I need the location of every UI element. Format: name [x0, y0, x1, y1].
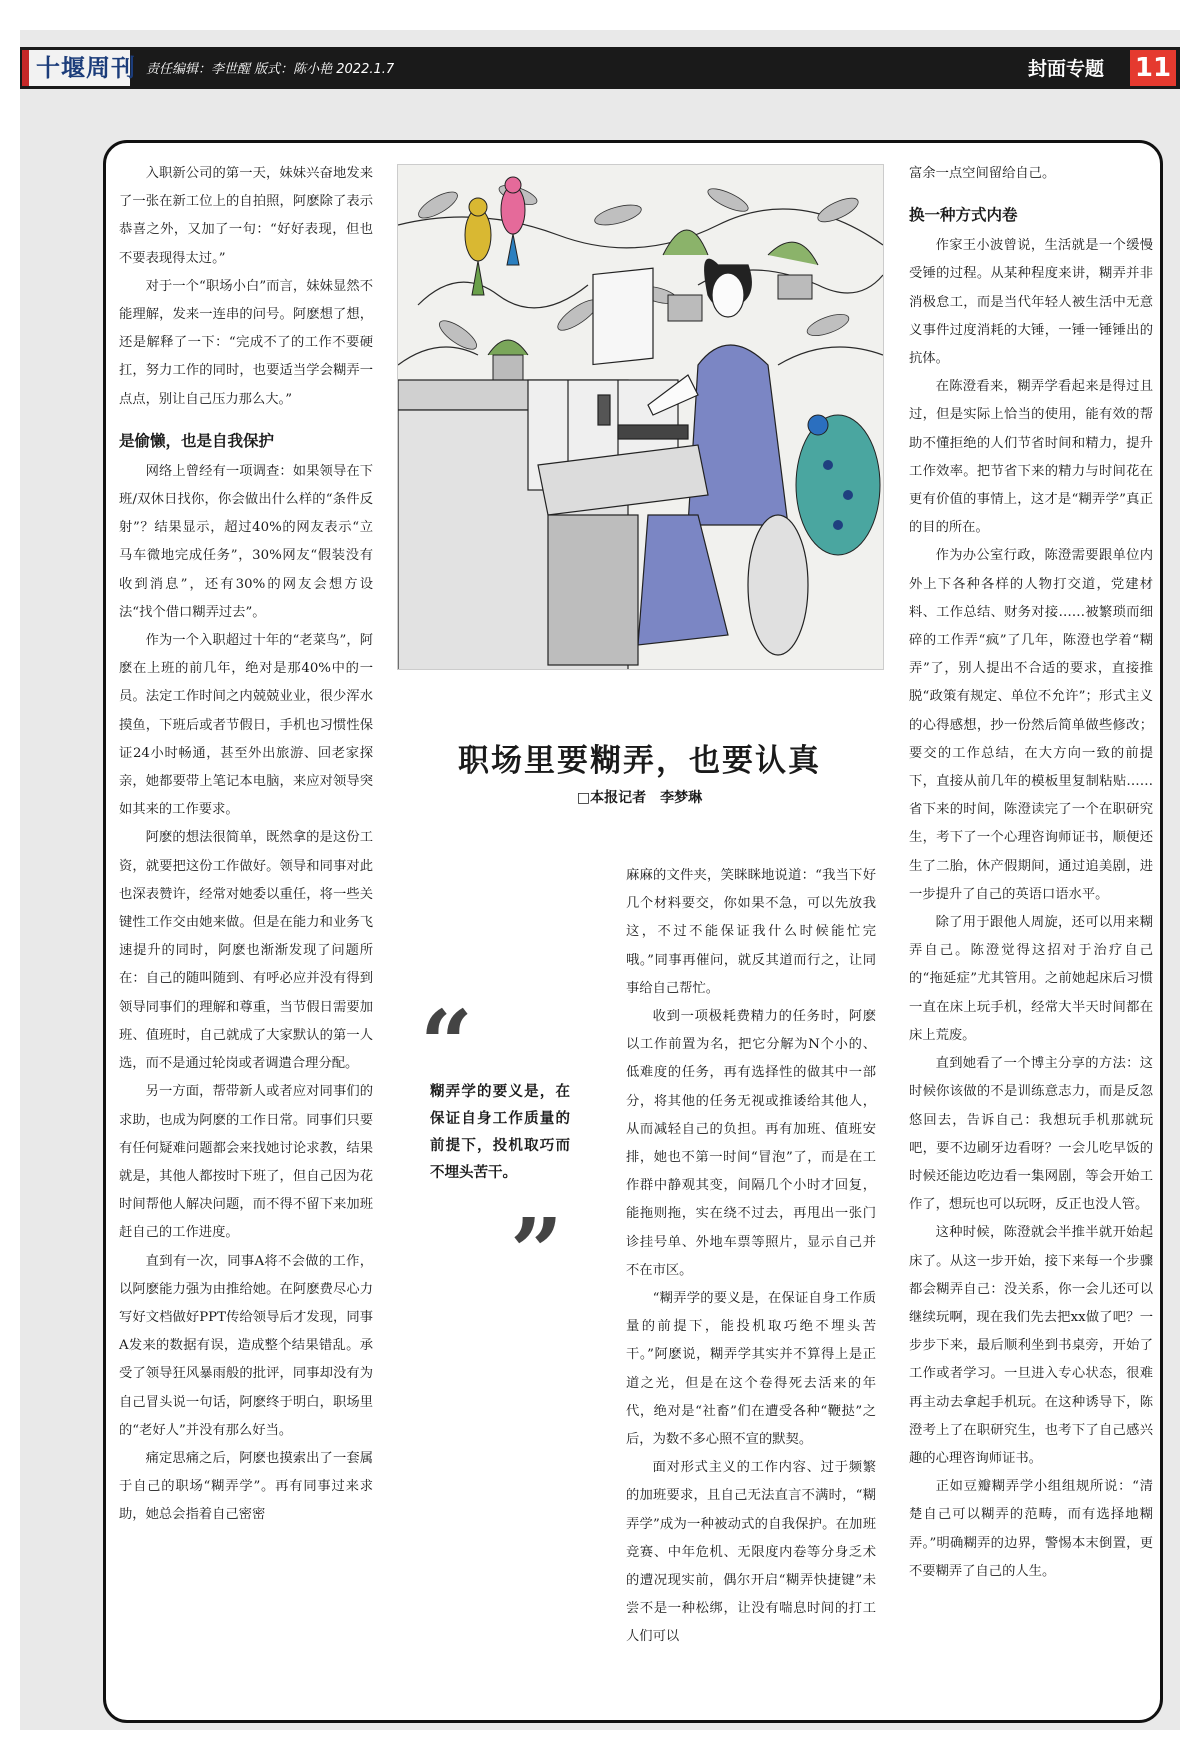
paragraph: 直到有一次，同事A将不会做的工作，以阿麽能力强为由推给她。在阿麽费尽心力写好文档做好PPT传给领导后才发现，同事A发来的数据有误，造成整个结果错乱。承受了领导狂风暴雨般的批评，同事却没有为自己冒头说一句话，阿麽终于明白，职场里的“老好人”并没有那么好当。 — [119, 1253, 373, 1438]
peacock-icon — [796, 415, 880, 555]
article-title: 职场里要糊弄，也要认真 — [458, 743, 821, 779]
paragraph: 富余一点空间留给自己。 — [909, 166, 1056, 181]
paragraph: 直到她看了一个博主分享的方法：这时候你该做的不是训练意志力，而是反忽悠回去，告诉自己：我想玩手机那就玩吧，要不边刷牙边看呀？一会儿吃早饭的时候还能边吃边看一集网剧，等会开始工作了，想玩也可以玩呀，反正也没人管。 — [909, 1056, 1153, 1213]
paragraph: 除了用于跟他人周旋，还可以用来糊弄自己。陈澄觉得这招对于治疗自己的“拖延症”尤其管用。之前她起床后习惯一直在床上玩手机，经常大半天时间都在床上荒废。 — [909, 915, 1153, 1043]
masthead: 十堰周刊 — [36, 53, 136, 82]
paragraph: “糊弄学的要义是，在保证自身工作质量的前提下，能投机取巧绝不埋头苦干。”阿麽说，糊弄学其实并不算得上是正道之光，但是在这个卷得死去活来的年代，绝对是“社畜”们在遭受各种“鞭挞”之后，为数不多心照不宣的默契。 — [626, 1291, 876, 1448]
page-number: 11 — [1130, 50, 1176, 86]
paragraph: 作家王小波曾说，生活就是一个缓慢受锤的过程。从某种程度来讲，糊弄并非消极怠工，而是当代年轻人被生活中无意义事件过度消耗的大锤，一锤一锤锤出的抗体。 — [909, 238, 1153, 367]
paragraph: 在陈澄看来，糊弄学看起来是得过且过，但是实际上恰当的使用，能有效的帮助不懂拒绝的人们节省时间和精力，提升工作效率。把节省下来的精力与时间花在更有价值的事情上，这才是“糊弄学”真正的目的所在。 — [909, 379, 1153, 536]
section-title: 封面专题 — [1027, 58, 1104, 80]
paragraph: 网络上曾经有一项调查：如果领导在下班/双休日找你，你会做出什么样的“条件反射”？结果显示，超过40%的网友表示“立马车微地完成任务”，30%网友“假装没有收到消息”，还有30%的网友会想方设法“找个借口糊弄过去”。 — [119, 463, 373, 620]
illustration-svg — [398, 165, 883, 669]
paragraph: 麻麻的文件夹，笑眯眯地说道：“我当下好几个材料要交，你如果不急，可以先放我这，不过不能保证我什么时候能忙完哦。”同事再催问，就反其道而行之，让同事给自己帮忙。 — [626, 868, 876, 996]
quote-close-icon: ” — [510, 1198, 563, 1306]
subheading: 是偷懒，也是自我保护 — [119, 431, 275, 450]
pull-quote: 糊弄学的要义是，在保证自身工作质量的前提下，投机取巧而不埋头苦干。 — [430, 1083, 570, 1181]
paragraph: 作为一个入职超过十年的“老菜鸟”，阿麽在上班的前几年，绝对是那40%中的一员。法定工作时间之内兢兢业业，很少浑水摸鱼，下班后或者节假日，手机也习惯性保证24小时畅通，甚至外出旅游、回老家探亲，她都要带上笔记本电脑，来应对领导突如其来的工作要求。 — [119, 633, 373, 818]
paragraph: 收到一项极耗费精力的任务时，阿麽以工作前置为名，把它分解为N个小的、低难度的任务，再有选择性的做其中一部分，将其他的任务无视或推诿给其他人，从而减轻自己的负担。再有加班、值班安排，她也不第一时间“冒泡”了，而是在工作群中静观其变，间隔几个小时才回复，能拖则拖，实在绕不过去，再甩出一张门诊挂号单、外地车票等照片，显示自己并不在市区。 — [626, 1009, 876, 1278]
paragraph: 作为办公室行政，陈澄需要跟单位内外上下各种各样的人物打交道，党建材料、工作总结、财务对接……被繁琐而细碎的工作弄“疯”了几年，陈澄也学着“糊弄”了，别人提出不合适的要求，直接推脱“政策有规定、单位不允许”；形式主义的心得感想，抄一份然后简单做些修改；要交的工作总结，在大方向一致的前提下，直接从前几年的模板里复制粘贴……省下来的时间，陈澄读完了一个在职研究生，考下了一个心理咨询师证书，顺便还生了二胎，休产假期间，通过追美剧，进一步提升了自己的英语口语水平。 — [909, 548, 1153, 902]
paragraph: 这种时候，陈澄就会半推半就开始起床了。从这一步开始，接下来每一个步骤都会糊弄自己：没关系，你一会儿还可以继续玩啊，现在我们先去把xx做了吧？一步步下来，最后顺利坐到书桌旁，开始了工作或者学习。一旦进入专心状态，很难再主动去拿起手机玩。在这种诱导下，陈澄考上了在职研究生，也考下了自己感兴趣的心理咨询师证书。 — [909, 1225, 1153, 1466]
column-right — [909, 160, 1153, 1586]
article-illustration — [397, 164, 884, 670]
paragraph: 入职新公司的第一天，妹妹兴奋地发来了一张在新工位上的自拍照，阿麽除了表示恭喜之外，又加了一句：“好好表现，但也不要表现得太过。” — [119, 166, 373, 266]
editor-credits: 责任编辑：李世醒 版式：陈小艳 2022.1.7 — [146, 62, 395, 77]
paragraph: 正如豆瓣糊弄学小组组规所说：“清楚自己可以糊弄的范畴，而有选择地糊弄。”明确糊弄的边界，警惕本末倒置，更不要糊弄了自己的人生。 — [909, 1479, 1153, 1579]
paragraph: 对于一个“职场小白”而言，妹妹显然不能理解，发来一连串的问号。阿麽想了想，还是解释了一下：“完成不了的工作不要硬扛，努力工作的同时，也要适当学会糊弄一点点，别让自己压力那么大。” — [119, 278, 373, 407]
paragraph: 另一方面，帮带新人或者应对同事们的求助，也成为阿麽的工作日常。同事们只要有任何疑难问题都会来找她讨论求教，结果就是，其他人都按时下班了，但自己因为花时间帮他人解决问题，而不得不留下来加班赶自己的工作进度。 — [119, 1084, 373, 1241]
subheading: 换一种方式内卷 — [909, 206, 1018, 225]
paragraph: 面对形式主义的工作内容、过于频繁的加班要求，且自己无法直言不满时，“糊弄学”成为一种被动式的自我保护。在加班竞赛、中年危机、无限度内卷等分身乏术的遭况现实前，偶尔开启“糊弄快捷键”未尝不是一种松绑，让没有喘息时间的打工人们可以 — [626, 1460, 876, 1645]
paragraph: 痛定思痛之后，阿麽也摸索出了一套属于自己的职场“糊弄学”。再有同事过来求助，她总会指着自己密密 — [119, 1450, 373, 1523]
quote-open-icon: “ — [420, 990, 473, 1098]
column-middle — [626, 862, 876, 1652]
byline: □本报记者 李梦琳 — [576, 790, 703, 806]
masthead-accent — [22, 50, 29, 86]
paragraph: 阿麽的想法很简单，既然拿的是这份工资，就要把这份工作做好。领导和同事对此也深表赞许，经常对她委以重任，将一些关键性工作交由她来做。但是在能力和业务飞速提升的同时，阿麽也渐渐发现了问题所在：自己的随叫随到、有呼必应并没有得到领导同事们的理解和尊重，当节假日需要加班、值班时，自己就成了大家默认的第一人选，而不是通过轮岗或者调遣合理分配。 — [119, 830, 373, 1072]
column-left — [119, 160, 373, 1530]
